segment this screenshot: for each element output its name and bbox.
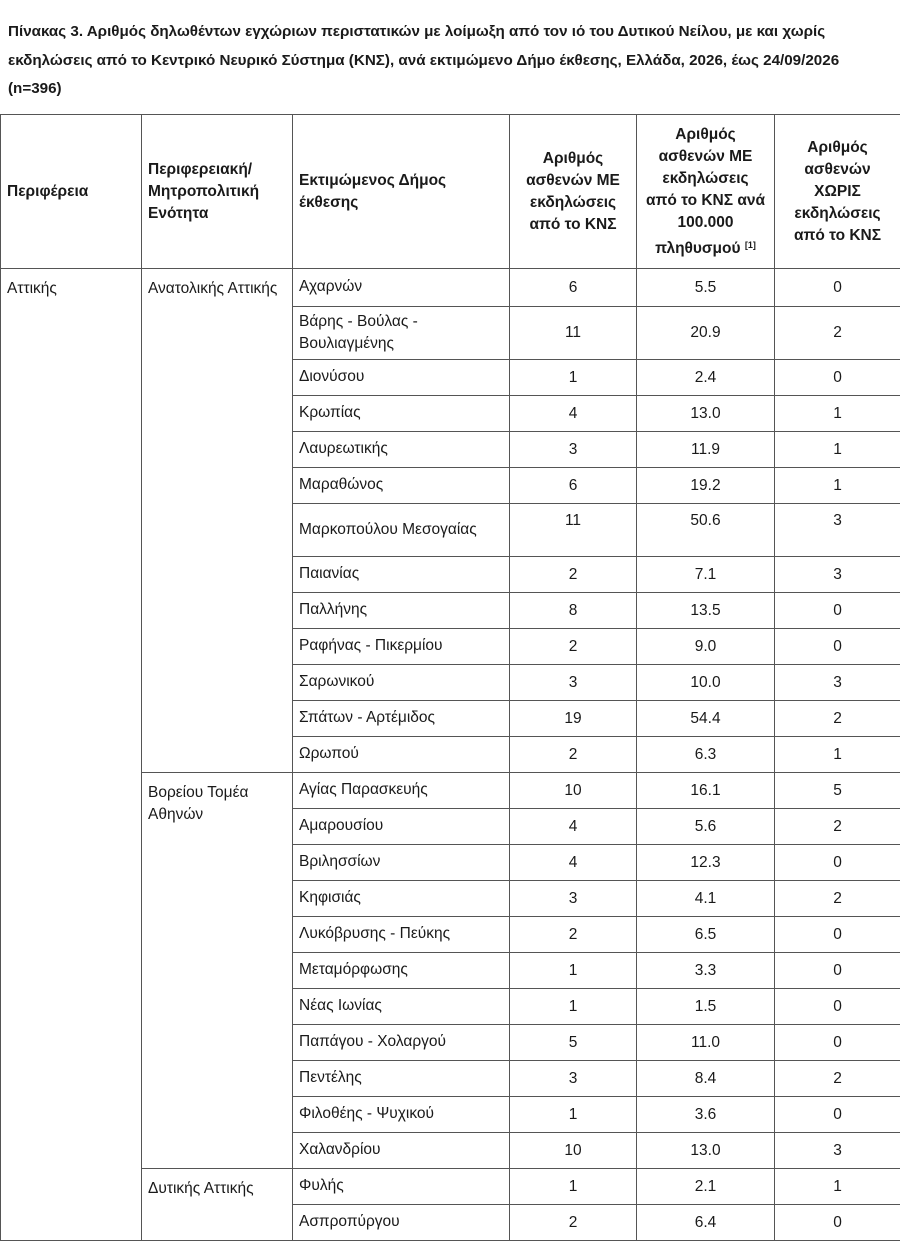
municipality-cell: Κρωπίας xyxy=(293,396,510,432)
header-cns-rate-text: Αριθμός ασθενών ΜΕ εκδηλώσεις από το ΚΝΣ ανά 100.000 πληθυσμού xyxy=(645,125,766,257)
no-cns-count-cell: 1 xyxy=(775,396,900,432)
cns-count-cell: 2 xyxy=(510,1205,637,1241)
footnote-marker: [1] xyxy=(744,239,756,250)
cns-count-cell: 2 xyxy=(510,917,637,953)
municipality-cell: Λυκόβρυσης - Πεύκης xyxy=(293,917,510,953)
cns-rate-cell: 8.4 xyxy=(637,1061,775,1097)
header-municipality: Εκτιμώμενος Δήμος έκθεσης xyxy=(293,115,510,269)
cns-rate-cell: 10.0 xyxy=(637,665,775,701)
municipality-cell: Παιανίας xyxy=(293,557,510,593)
cns-count-cell: 5 xyxy=(510,1025,637,1061)
cns-rate-cell: 3.3 xyxy=(637,953,775,989)
cns-rate-cell: 54.4 xyxy=(637,701,775,737)
no-cns-count-cell: 3 xyxy=(775,665,900,701)
cns-count-cell: 6 xyxy=(510,269,637,307)
municipality-cell: Νέας Ιωνίας xyxy=(293,989,510,1025)
cns-rate-cell: 13.5 xyxy=(637,593,775,629)
cns-count-cell: 2 xyxy=(510,737,637,773)
no-cns-count-cell: 2 xyxy=(775,1061,900,1097)
no-cns-count-cell: 0 xyxy=(775,629,900,665)
cns-rate-cell: 6.4 xyxy=(637,1205,775,1241)
cns-rate-cell: 16.1 xyxy=(637,773,775,809)
cns-rate-cell: 5.6 xyxy=(637,809,775,845)
no-cns-count-cell: 2 xyxy=(775,307,900,360)
regional-unit-cell: Δυτικής Αττικής xyxy=(142,1169,293,1241)
municipality-cell: Χαλανδρίου xyxy=(293,1133,510,1169)
cns-count-cell: 1 xyxy=(510,953,637,989)
cns-rate-cell: 13.0 xyxy=(637,1133,775,1169)
no-cns-count-cell: 0 xyxy=(775,953,900,989)
cns-rate-cell: 12.3 xyxy=(637,845,775,881)
header-regional-unit: Περιφερειακή/ Μητροπολιτική Ενότητα xyxy=(142,115,293,269)
cns-rate-cell: 4.1 xyxy=(637,881,775,917)
regional-unit-cell: Ανατολικής Αττικής xyxy=(142,269,293,773)
cns-count-cell: 10 xyxy=(510,1133,637,1169)
cns-count-cell: 4 xyxy=(510,809,637,845)
municipality-cell: Σπάτων - Αρτέμιδος xyxy=(293,701,510,737)
municipality-cell: Παπάγου - Χολαργού xyxy=(293,1025,510,1061)
cns-rate-cell: 6.5 xyxy=(637,917,775,953)
cns-count-cell: 11 xyxy=(510,504,637,557)
cns-rate-cell: 3.6 xyxy=(637,1097,775,1133)
cns-count-cell: 2 xyxy=(510,629,637,665)
table-header-row xyxy=(1,115,900,269)
municipality-cell: Αμαρουσίου xyxy=(293,809,510,845)
region-cell: Αττικής xyxy=(1,269,142,1241)
municipality-cell: Μαρκοπούλου Μεσογαίας xyxy=(293,504,510,557)
cns-rate-cell: 11.9 xyxy=(637,432,775,468)
cns-count-cell: 6 xyxy=(510,468,637,504)
cns-rate-cell: 1.5 xyxy=(637,989,775,1025)
cns-rate-cell: 50.6 xyxy=(637,504,775,557)
cns-count-cell: 3 xyxy=(510,881,637,917)
header-region: Περιφέρεια xyxy=(1,115,142,269)
no-cns-count-cell: 0 xyxy=(775,1205,900,1241)
cns-rate-cell: 13.0 xyxy=(637,396,775,432)
no-cns-count-cell: 0 xyxy=(775,989,900,1025)
no-cns-count-cell: 3 xyxy=(775,557,900,593)
municipality-cell: Ραφήνας - Πικερμίου xyxy=(293,629,510,665)
no-cns-count-cell: 2 xyxy=(775,701,900,737)
cns-count-cell: 1 xyxy=(510,1097,637,1133)
cns-count-cell: 1 xyxy=(510,989,637,1025)
table-row xyxy=(1,269,900,307)
municipality-cell: Αχαρνών xyxy=(293,269,510,307)
cns-rate-cell: 7.1 xyxy=(637,557,775,593)
municipality-cell: Διονύσου xyxy=(293,360,510,396)
no-cns-count-cell: 1 xyxy=(775,432,900,468)
no-cns-count-cell: 2 xyxy=(775,809,900,845)
cns-rate-cell: 20.9 xyxy=(637,307,775,360)
no-cns-count-cell: 0 xyxy=(775,593,900,629)
no-cns-count-cell: 0 xyxy=(775,1025,900,1061)
municipality-cell: Ωρωπού xyxy=(293,737,510,773)
wnv-cases-table xyxy=(0,114,900,1241)
header-cns-rate xyxy=(637,115,775,269)
municipality-cell: Σαρωνικού xyxy=(293,665,510,701)
municipality-cell: Παλλήνης xyxy=(293,593,510,629)
cns-count-cell: 2 xyxy=(510,557,637,593)
header-no-cns-count: Αριθμός ασθενών ΧΩΡΙΣ εκδηλώσεις από το ΚΝΣ xyxy=(775,115,900,269)
table-body xyxy=(1,269,900,1241)
cns-count-cell: 4 xyxy=(510,396,637,432)
municipality-cell: Μαραθώνος xyxy=(293,468,510,504)
no-cns-count-cell: 1 xyxy=(775,468,900,504)
municipality-cell: Πεντέλης xyxy=(293,1061,510,1097)
no-cns-count-cell: 1 xyxy=(775,1169,900,1205)
no-cns-count-cell: 3 xyxy=(775,1133,900,1169)
regional-unit-cell: Βορείου Τομέα Αθηνών xyxy=(142,773,293,1169)
no-cns-count-cell: 3 xyxy=(775,504,900,557)
municipality-cell: Βάρης - Βούλας - Βουλιαγμένης xyxy=(293,307,510,360)
cns-count-cell: 8 xyxy=(510,593,637,629)
no-cns-count-cell: 0 xyxy=(775,1097,900,1133)
municipality-cell: Φυλής xyxy=(293,1169,510,1205)
cns-count-cell: 3 xyxy=(510,1061,637,1097)
cns-count-cell: 10 xyxy=(510,773,637,809)
cns-count-cell: 19 xyxy=(510,701,637,737)
cns-count-cell: 3 xyxy=(510,432,637,468)
cns-count-cell: 3 xyxy=(510,665,637,701)
cns-rate-cell: 5.5 xyxy=(637,269,775,307)
cns-count-cell: 4 xyxy=(510,845,637,881)
no-cns-count-cell: 0 xyxy=(775,269,900,307)
no-cns-count-cell: 0 xyxy=(775,360,900,396)
header-cns-count: Αριθμός ασθενών ΜΕ εκδηλώσεις από το ΚΝΣ xyxy=(510,115,637,269)
municipality-cell: Λαυρεωτικής xyxy=(293,432,510,468)
cns-count-cell: 1 xyxy=(510,360,637,396)
no-cns-count-cell: 1 xyxy=(775,737,900,773)
cns-rate-cell: 2.4 xyxy=(637,360,775,396)
cns-rate-cell: 6.3 xyxy=(637,737,775,773)
no-cns-count-cell: 5 xyxy=(775,773,900,809)
municipality-cell: Κηφισιάς xyxy=(293,881,510,917)
no-cns-count-cell: 0 xyxy=(775,845,900,881)
municipality-cell: Φιλοθέης - Ψυχικού xyxy=(293,1097,510,1133)
no-cns-count-cell: 2 xyxy=(775,881,900,917)
municipality-cell: Μεταμόρφωσης xyxy=(293,953,510,989)
cns-rate-cell: 11.0 xyxy=(637,1025,775,1061)
table-caption: Πίνακας 3. Αριθμός δηλωθέντων εγχώριων περιστατικών με λοίμωξη από τον ιό του Δυτικού Νείλου, με και χωρίς εκδηλώσεις από το Κεντρικό Νευρικό Σύστημα (ΚΝΣ), ανά εκτιμώμενο Δήμο έκθεσης, Ελλάδα, 2026, έως 24/09/2026 (n=396) xyxy=(8,23,840,97)
municipality-cell: Ασπροπύργου xyxy=(293,1205,510,1241)
cns-rate-cell: 19.2 xyxy=(637,468,775,504)
cns-count-cell: 1 xyxy=(510,1169,637,1205)
cns-count-cell: 11 xyxy=(510,307,637,360)
municipality-cell: Αγίας Παρασκευής xyxy=(293,773,510,809)
no-cns-count-cell: 0 xyxy=(775,917,900,953)
cns-rate-cell: 2.1 xyxy=(637,1169,775,1205)
municipality-cell: Βριλησσίων xyxy=(293,845,510,881)
cns-rate-cell: 9.0 xyxy=(637,629,775,665)
